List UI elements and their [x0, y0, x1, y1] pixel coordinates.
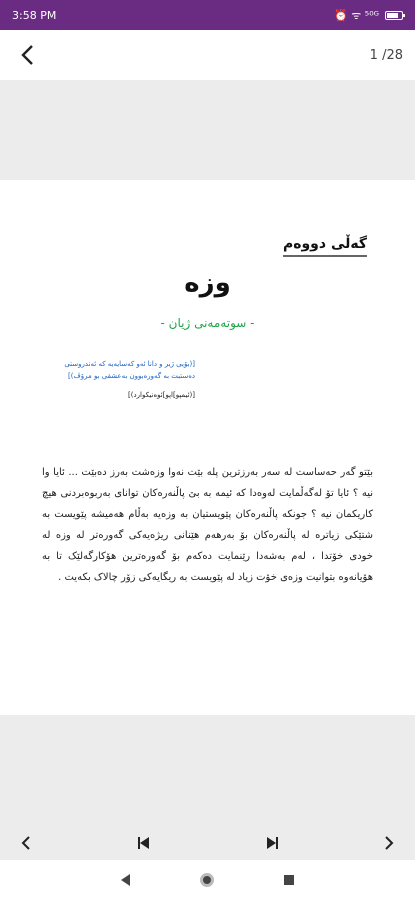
page-counter: 1 /28: [369, 47, 403, 63]
status-time: 3:58 PM: [12, 8, 57, 22]
chevron-left-icon: [20, 44, 34, 66]
next-page-button[interactable]: [377, 831, 401, 855]
quote-author: [(ئیمپو]اپو]ئوەنیکوارد)]: [128, 391, 195, 399]
viewer-margin-bottom: [0, 715, 415, 825]
book-page: [0, 180, 415, 715]
quote: [35, 358, 195, 382]
skip-last-icon: [267, 837, 276, 849]
chapter-title: وزە: [184, 268, 231, 298]
first-page-button[interactable]: [131, 831, 155, 855]
nav-back-icon[interactable]: [121, 874, 130, 886]
last-page-button[interactable]: [260, 831, 284, 855]
chapter-subtitle: - سوتەمەنی ژیان -: [160, 316, 255, 330]
quote-line-2: دەستبت بە گەورەبوون بەعشقی بو مرۆڤ)]: [68, 372, 195, 380]
reader-controls: [0, 825, 415, 860]
chevron-left-icon: [21, 836, 31, 850]
viewer-margin-top: [0, 80, 415, 180]
battery-icon: [385, 11, 403, 20]
top-bar: [0, 30, 415, 80]
status-bar: [0, 0, 415, 30]
chapter-heading: گەڵی دووەم: [283, 236, 367, 257]
back-button[interactable]: [12, 40, 42, 70]
body-text: بێتو گەر حەساست لە سەر بەرزترین پلە بێت نەوا وزەشت بەرز دەبێت ... ئایا وا نیە ؟ ئایا تۆ لەگەڵمایت لەوەدا کە ئیمە بە بێ پاڵنەرەکان توانای بەربوەبردنی هیچ کاریکمان نیە ؟ جونکە پاڵنەرەکان پێویستیان بە وزەیە بەڵام هەمیشە پێویست بە شتێکی زیاترە لە پاڵنەرەکان بۆ بەرهەم هێنانی ریژەیەکی گەورەتر لە وزە لە خودی خۆتدا ، لەم بەشەدا رێنمایت دەکەم بۆ گەورەترین هۆکارگەلێک تا بە هۆیانەوە بتوانیت وزەی خۆت زیاد لە پێویست بە ریگایەکی زۆر چالاک بکەیت .: [42, 467, 373, 583]
nav-recents-icon[interactable]: [284, 875, 294, 885]
prev-page-button[interactable]: [14, 831, 38, 855]
nav-home-icon[interactable]: [200, 873, 214, 887]
status-icons-text: ⏰ ᯤ ⁵⁰ᴳ: [334, 8, 379, 22]
status-icons: [334, 8, 403, 23]
quote-line-1: [(بۆیی ژیر و دانا ئەو کەسایەیە کە ئەندروستی: [64, 360, 195, 368]
chevron-right-icon: [384, 836, 394, 850]
system-nav-bar: [0, 860, 415, 900]
